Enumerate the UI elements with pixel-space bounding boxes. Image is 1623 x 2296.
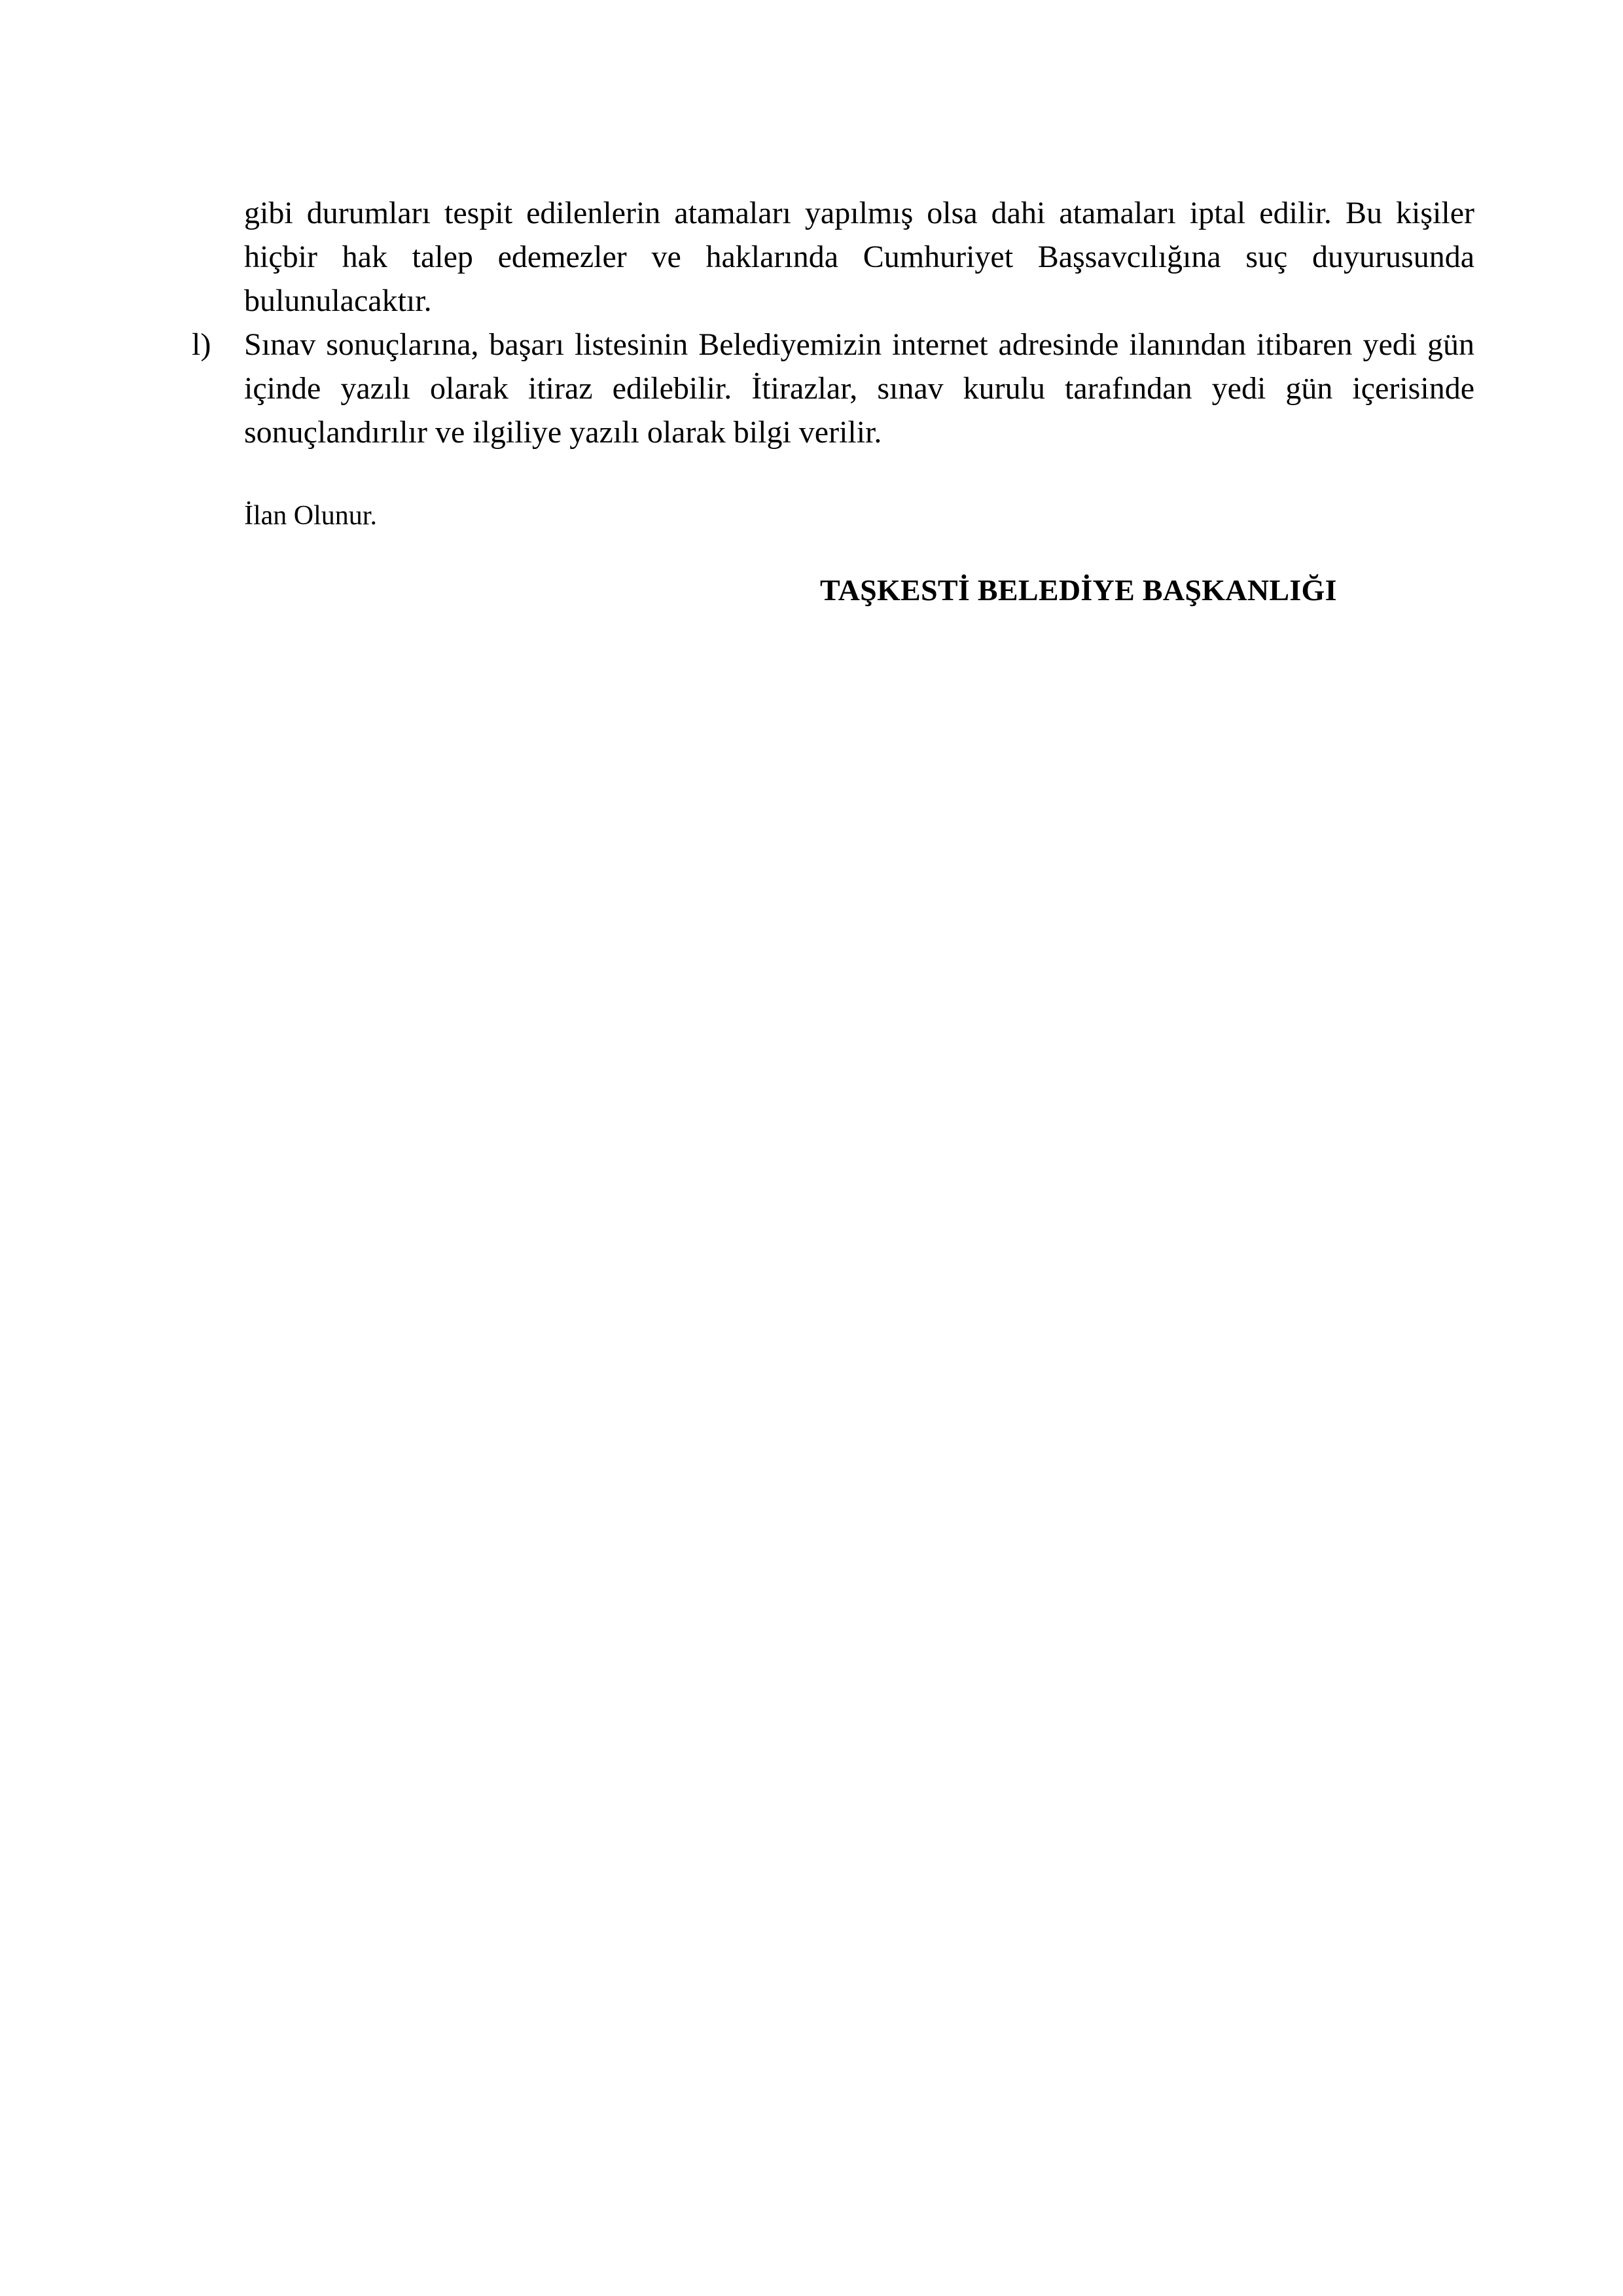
paragraph-continuation: gibi durumları tespit edilenlerin atamaları yapılmış olsa dahi atamaları iptal edilir. Bu kişiler hiçbir hak talep edemezler ve haklarında Cumhuriyet Başsavcılığına suç duyurusunda bulunulacaktır. — [244, 196, 1474, 318]
signature-block: TAŞKESTİ BELEDİYE BAŞKANLIĞI — [820, 573, 1337, 607]
list-item-text: Sınav sonuçlarına, başarı listesinin Belediyemizin internet adresinde ilanından itibaren yedi gün içinde yazılı olarak itiraz edilebilir. İtirazlar, sınav kurulu tarafından yedi gün içerisinde sonuçlandırılır ve ilgiliye yazılı olarak bilgi verilir. — [244, 327, 1474, 450]
list-marker: l) — [192, 327, 211, 362]
closing-line: İlan Olunur. — [244, 501, 377, 531]
